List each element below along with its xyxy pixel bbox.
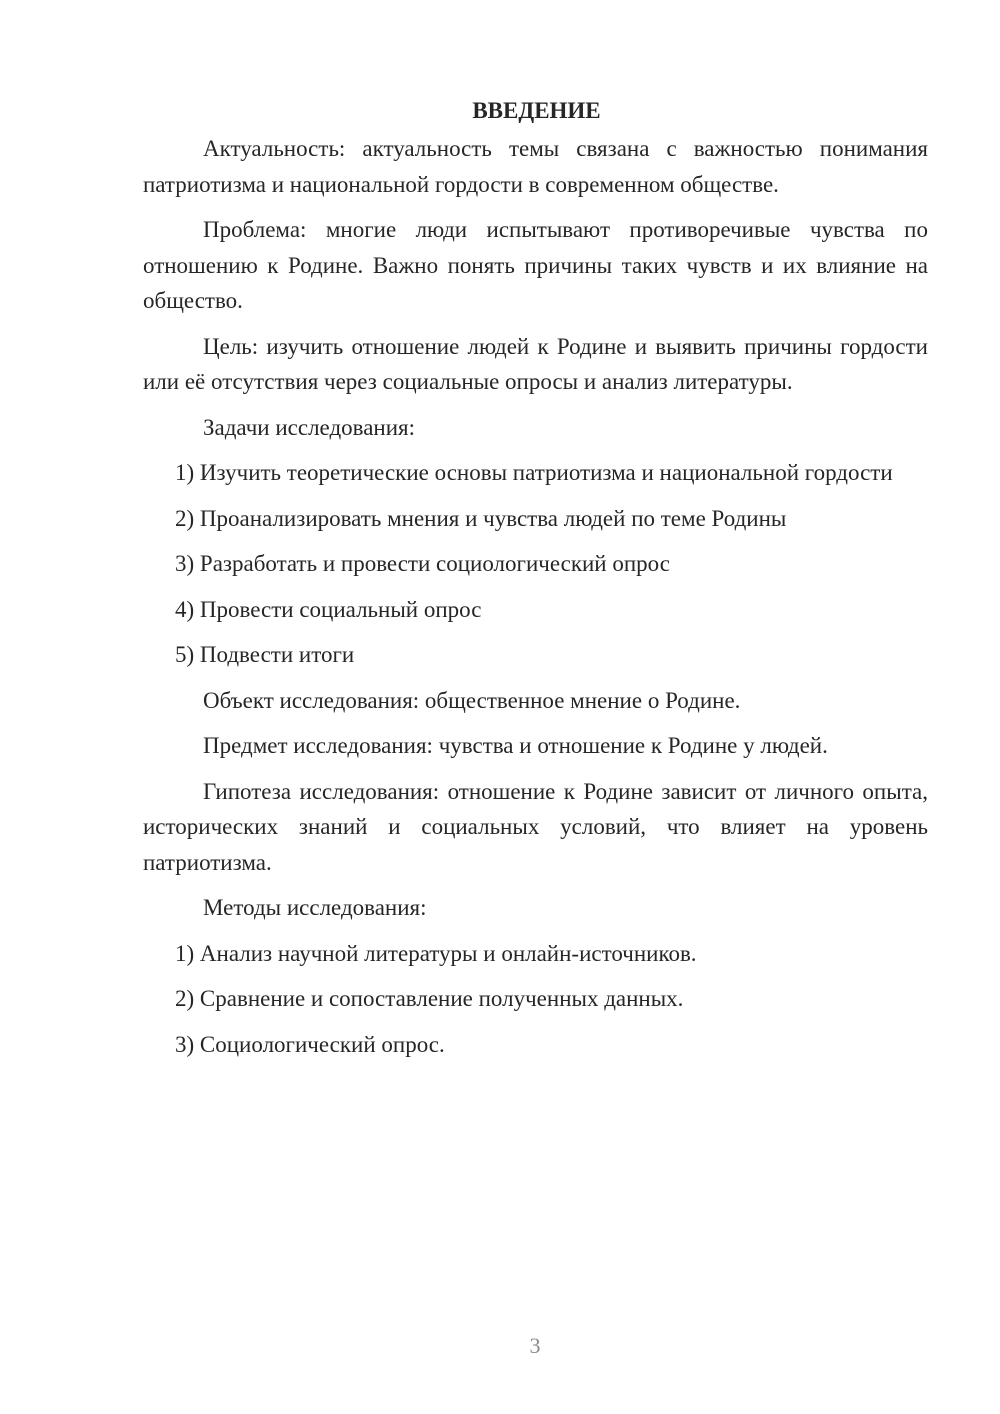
method-item: 2) Сравнение и сопоставление полученных данных. xyxy=(175,986,684,1011)
method-item: 1) Анализ научной литературы и онлайн-источников. xyxy=(175,940,697,966)
relevance-paragraph: Актуальность: актуальность темы связана с важностью понимания патриотизма и национальной гордости в современном обществе. xyxy=(143,136,928,197)
methods-title: Методы исследования: xyxy=(203,895,427,920)
page-content xyxy=(143,93,928,1072)
page-number: 3 xyxy=(529,1333,541,1358)
task-item: 2) Проанализировать мнения и чувства людей по теме Родины xyxy=(175,505,787,531)
task-item: 5) Подвести итоги xyxy=(175,642,355,667)
methods-list xyxy=(143,936,928,1063)
goal-paragraph: Цель: изучить отношение людей к Родине и выявить причины гордости или её отсутствия через социальные опросы и анализ литературы. xyxy=(143,333,928,394)
tasks-title: Задачи исследования: xyxy=(203,414,416,440)
task-item: 1) Изучить теоретические основы патриотизма и национальной гордости xyxy=(175,460,893,485)
object-paragraph: Объект исследования: общественное мнение о Родине. xyxy=(203,687,741,713)
problem-paragraph: Проблема: многие люди испытывают противоречивые чувства по отношению к Родине. Важно понять причины таких чувств и их влияние на общество. xyxy=(143,217,928,313)
subject-paragraph: Предмет исследования: чувства и отношение к Родине у людей. xyxy=(203,733,828,758)
tasks-list xyxy=(143,455,928,673)
task-item: 3) Разработать и провести социологический опрос xyxy=(175,551,670,576)
section-heading: ВВЕДЕНИЕ xyxy=(472,98,601,123)
task-item: 4) Провести социальный опрос xyxy=(175,596,482,622)
method-item: 3) Социологический опрос. xyxy=(175,1031,445,1057)
hypothesis-paragraph: Гипотеза исследования: отношение к Родине зависит от личного опыта, исторических знаний и социальных условий, что влияет на уровень патриотизма. xyxy=(143,778,928,875)
